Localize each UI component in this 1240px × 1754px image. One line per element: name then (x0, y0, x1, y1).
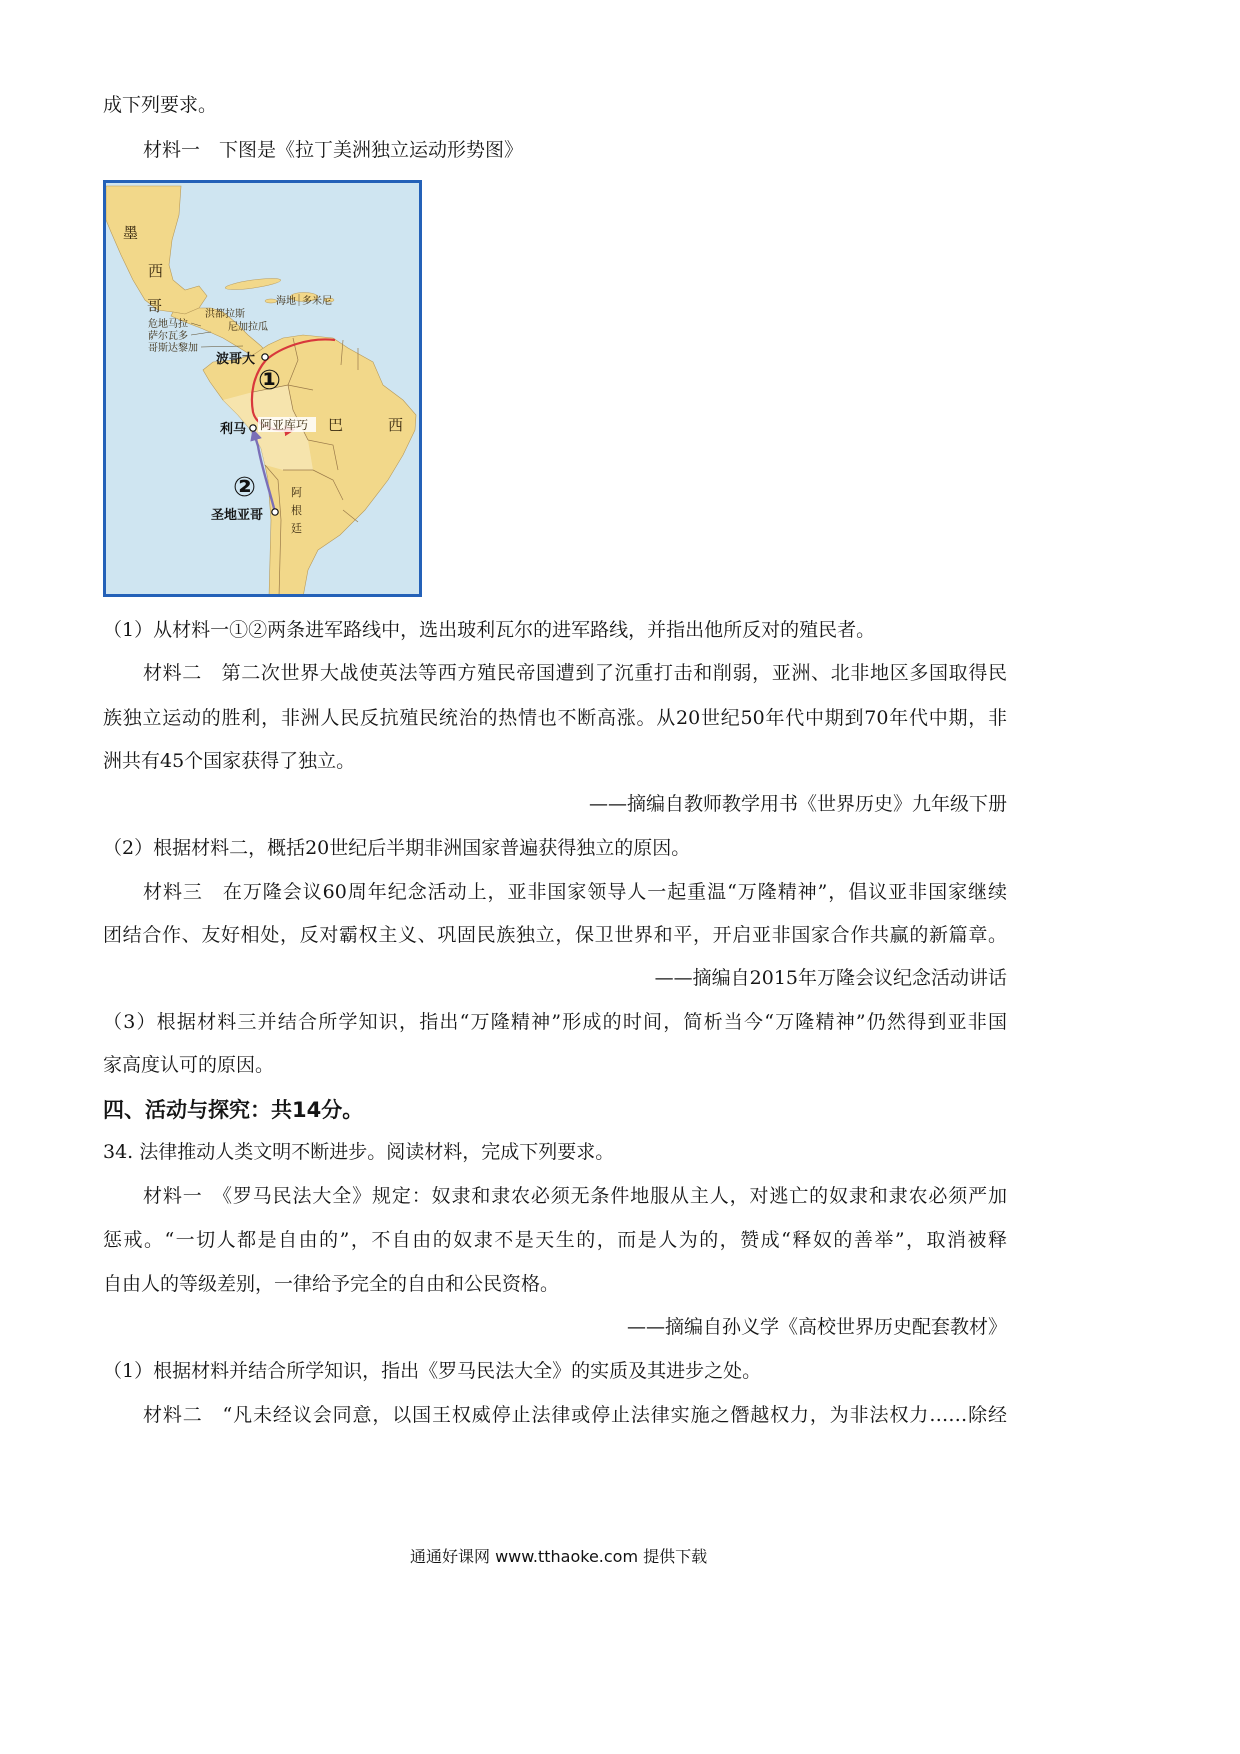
map-label-route-2: ② (233, 472, 256, 503)
q34-material1-line-3: 自由人的等级差别，一律给予完全的自由和公民资格。 (103, 1273, 560, 1295)
q33-material2-line-1: 材料二 第二次世界大战使英法等西方殖民帝国遭到了沉重打击和削弱，亚洲、北非地区多国取得民 (143, 662, 1007, 684)
map-label-nicaragua: 尼加拉瓜 (228, 322, 268, 333)
map-label-argentina-1: 阿 (291, 486, 302, 499)
map-label-honduras: 洪都拉斯 (205, 309, 245, 320)
map-label-argentina-3: 廷 (291, 522, 302, 535)
map-label-guatemala: 危地马拉 (148, 319, 188, 330)
map-label-brazil-1: 巴 (328, 416, 344, 434)
bogota-marker (262, 354, 268, 360)
q34-material2-line-1: 材料二 “凡未经议会同意，以国王权威停止法律或停止法律实施之僭越权力，为非法权力……除经 (143, 1404, 1007, 1426)
q33-question-2: （2）根据材料二，概括20世纪后半期非洲国家普遍获得独立的原因。 (103, 837, 691, 859)
q33-question-1: （1）从材料一①②两条进军路线中，选出玻利瓦尔的进军路线，并指出他所反对的殖民者。 (103, 619, 876, 641)
q34-stem: 34. 法律推动人类文明不断进步。阅读材料，完成下列要求。 (103, 1141, 615, 1163)
q34-material1-source: ——摘编自孙义学《高校世界历史配套教材》 (626, 1316, 1007, 1338)
map-label-ayacucho: 阿亚库巧 (260, 418, 309, 432)
q34-material1-line-1: 材料一 《罗马民法大全》规定：奴隶和隶农必须无条件地服从主人，对逃亡的奴隶和隶农必须严加 (143, 1185, 1007, 1207)
map-label-mexico-3: 哥 (147, 297, 163, 315)
q34-material1-line-2: 惩戒。“一切人都是自由的”，不自由的奴隶不是天生的，而是人为的，赞成“释奴的善举”，取消被释 (103, 1229, 1007, 1251)
map-label-haiti: 海地 (276, 296, 296, 307)
q33-material3-source: ——摘编自2015年万隆会议纪念活动讲话 (654, 967, 1007, 989)
q33-material2-source: ——摘编自教师教学用书《世界历史》九年级下册 (588, 793, 1007, 815)
map-label-argentina-2: 根 (291, 504, 302, 517)
santiago-marker (272, 509, 278, 515)
q33-material2-line-3: 洲共有45个国家获得了独立。 (103, 750, 356, 772)
q34-question-1: （1）根据材料并结合所学知识，指出《罗马民法大全》的实质及其进步之处。 (103, 1360, 762, 1382)
map-label-mexico-2: 西 (148, 262, 164, 280)
page-footer: 通通好课网 www.tthaoke.com 提供下载 (410, 1547, 708, 1566)
q33-material2-line-2: 族独立运动的胜利，非洲人民反抗殖民统治的热情也不断高涨。从20世纪50年代中期到70年代中期，非 (103, 707, 1007, 729)
map-label-lima: 利马 (220, 422, 247, 437)
map-label-brazil-2: 西 (388, 416, 404, 434)
map-label-santiago: 圣地亚哥 (211, 508, 264, 523)
map-label-mexico-1: 墨 (123, 224, 139, 242)
q33-material1-caption: 材料一 下图是《拉丁美洲独立运动形势图》 (143, 139, 524, 161)
map-label-costa-rica: 哥斯达黎加 (148, 343, 198, 354)
lima-marker (250, 425, 256, 431)
q33-material3-line-1: 材料三 在万隆会议60周年纪念活动上，亚非国家领导人一起重温“万隆精神”，倡议亚非国家继续 (143, 881, 1007, 903)
latin-america-independence-map (103, 180, 422, 597)
q33-question-3-line-1: （3）根据材料三并结合所学知识，指出“万隆精神”形成的时间，简析当今“万隆精神”仍然得到亚非国 (103, 1011, 1007, 1033)
map-label-el-salvador: 萨尔瓦多 (148, 331, 188, 342)
carry-over-line: 成下列要求。 (103, 94, 218, 116)
section-4-heading: 四、活动与探究：共14分。 (103, 1098, 364, 1122)
q33-question-3-line-2: 家高度认可的原因。 (103, 1054, 275, 1076)
map-label-dominica: 多米尼 (302, 296, 332, 307)
q33-material3-line-2: 团结合作、友好相处，反对霸权主义、巩固民族独立，保卫世界和平，开启亚非国家合作共赢的新篇章。 (103, 924, 1007, 946)
map-label-bogota: 波哥大 (216, 352, 256, 367)
map-label-route-1: ① (258, 365, 281, 396)
